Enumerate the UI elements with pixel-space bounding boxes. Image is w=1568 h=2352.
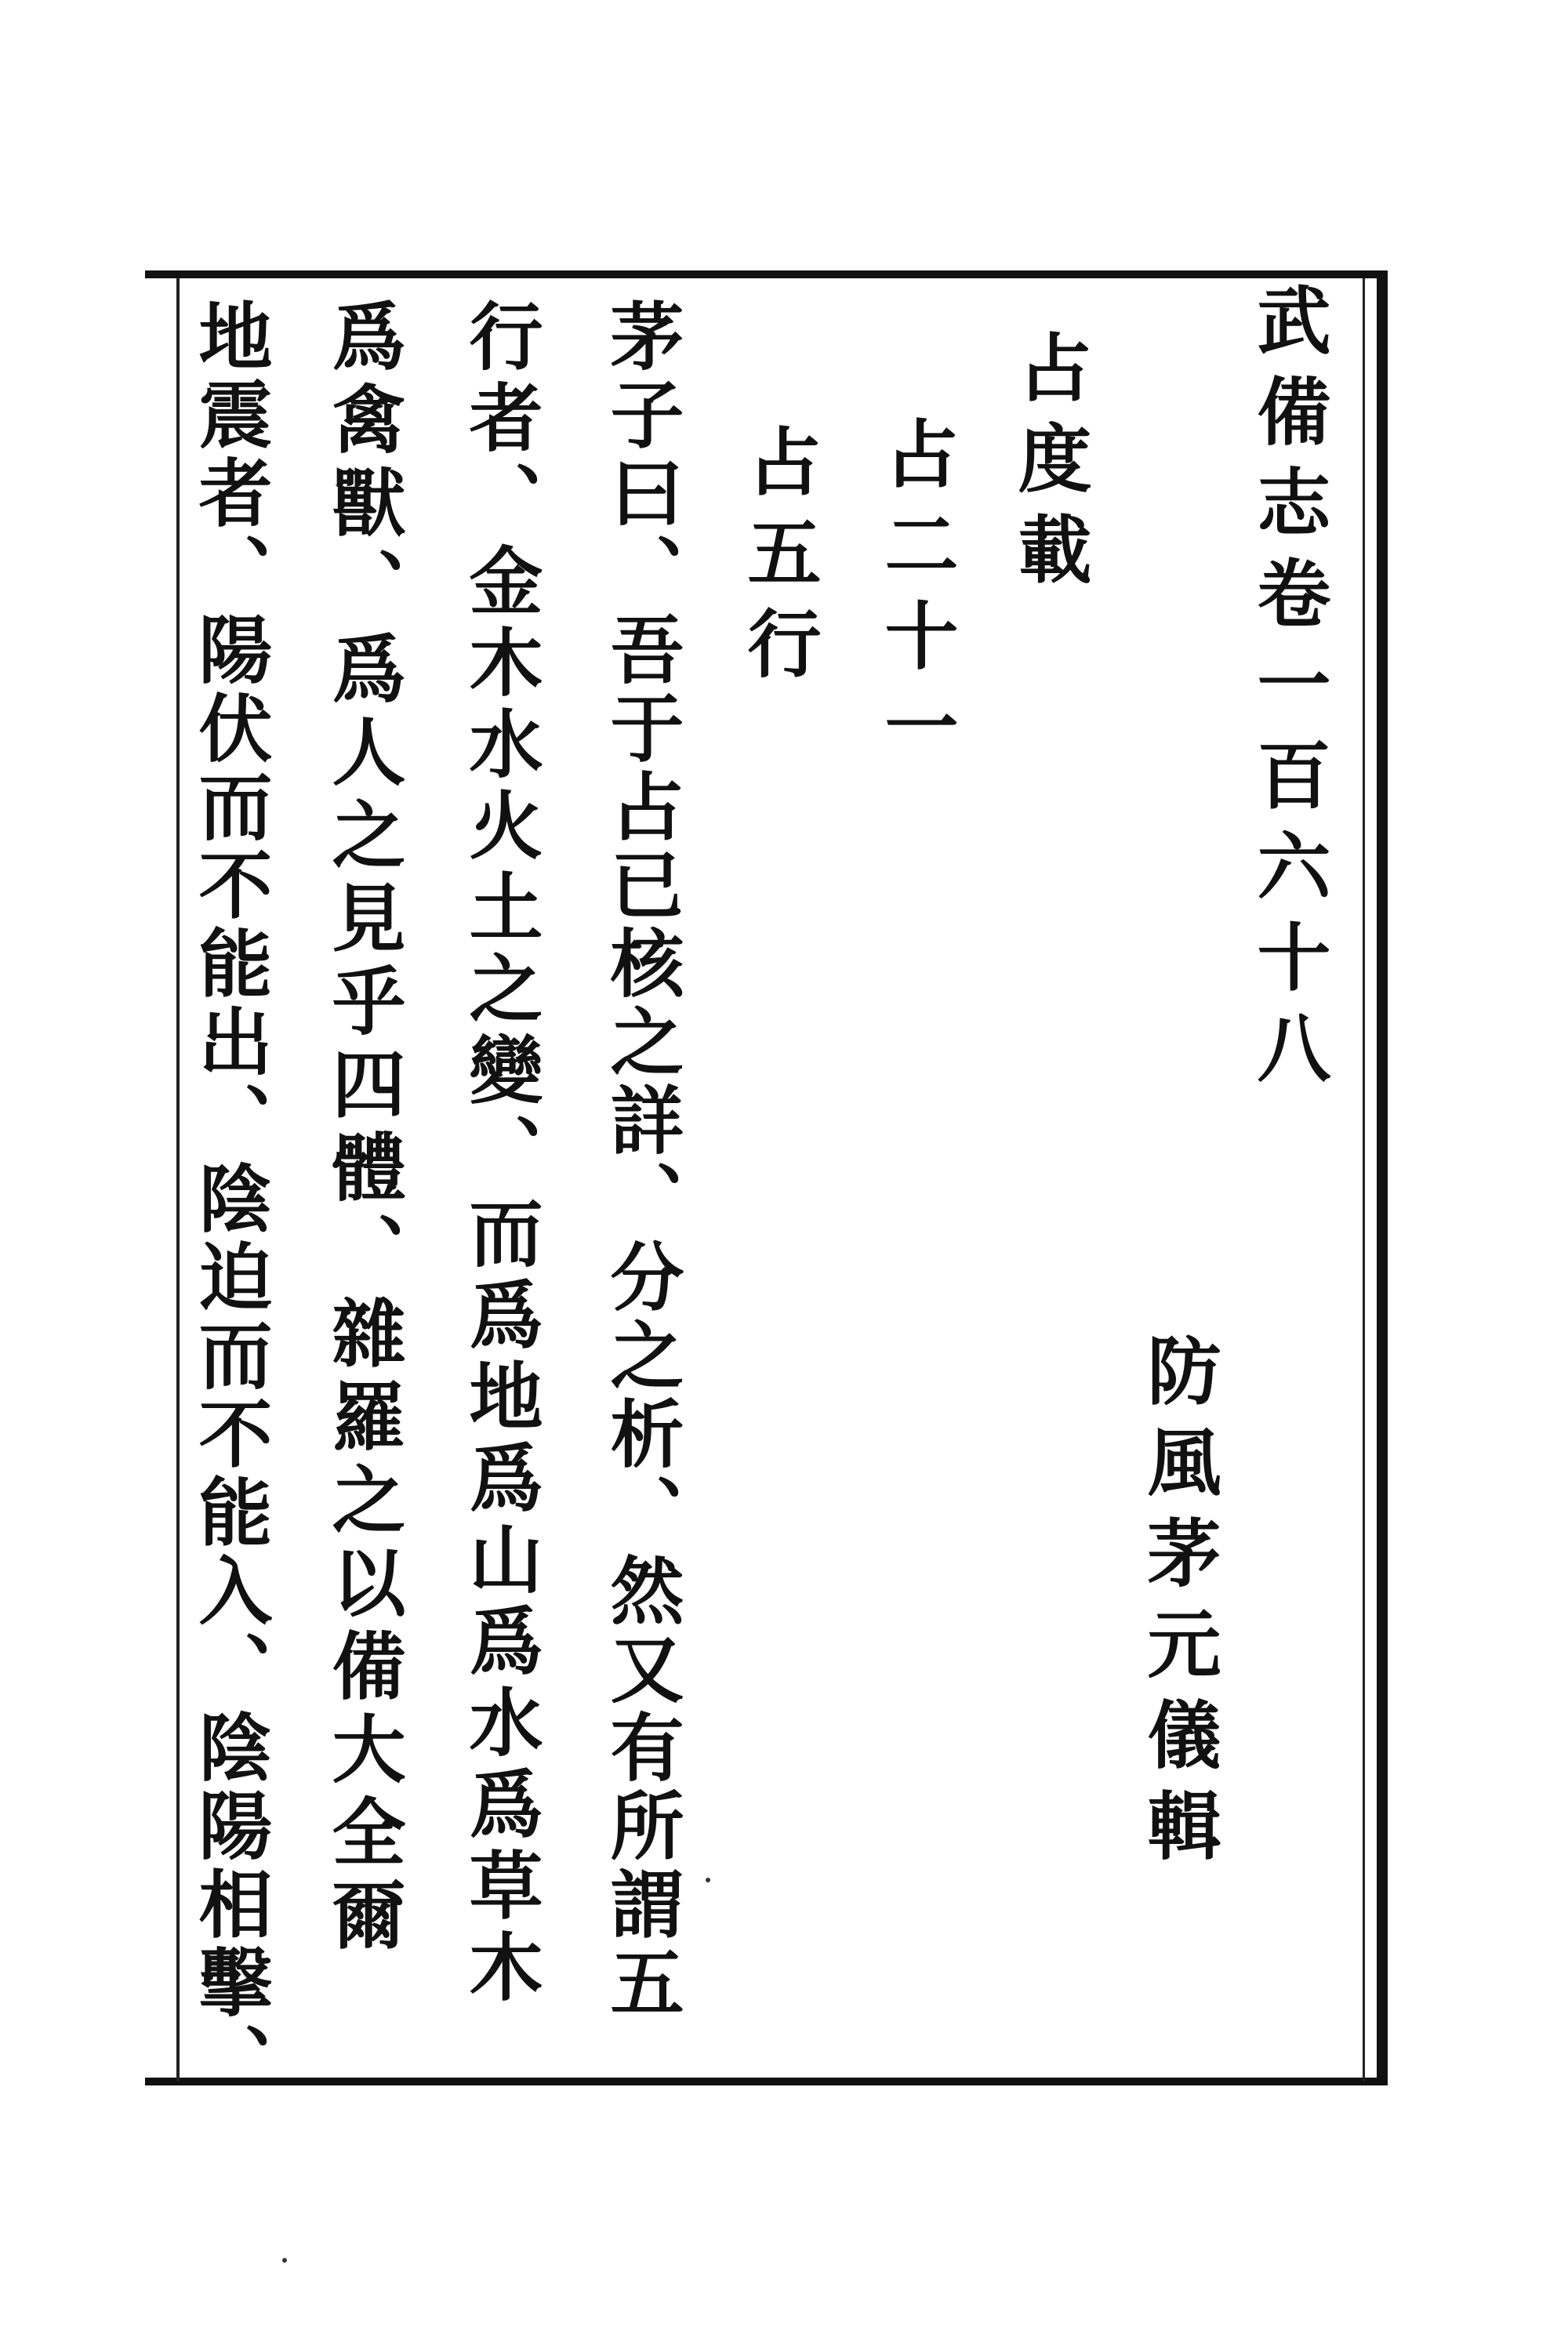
section-heading: 占度載 (1005, 329, 1091, 602)
body-text-column-1: 茅子曰、吾于占已核之詳、分之析、然又有所謂五 (597, 298, 684, 2023)
volume-title: 武備志卷一百六十八 (1244, 282, 1330, 1101)
body-text-column-2: 行者、金木水火土之變、而爲地爲山爲水爲草木 (456, 298, 543, 2010)
scan-speck (706, 1878, 710, 1882)
inner-border-rule-right (1363, 278, 1365, 2082)
topic-heading: 占五行 (735, 423, 821, 696)
body-text-column-3: 爲禽獸、爲人之見乎四體、雜羅之以備大全爾 (319, 298, 405, 1960)
scan-speck (282, 2258, 287, 2263)
body-text-column-4: 地震者、陽伏而不能出、陰迫而不能入、陰陽相擊、 (186, 298, 272, 2101)
section-subheading: 占二十一 (872, 416, 958, 779)
inner-border-rule-left (176, 278, 180, 2082)
compiler-attribution: 防風茅元儀輯 (1134, 1333, 1221, 1878)
